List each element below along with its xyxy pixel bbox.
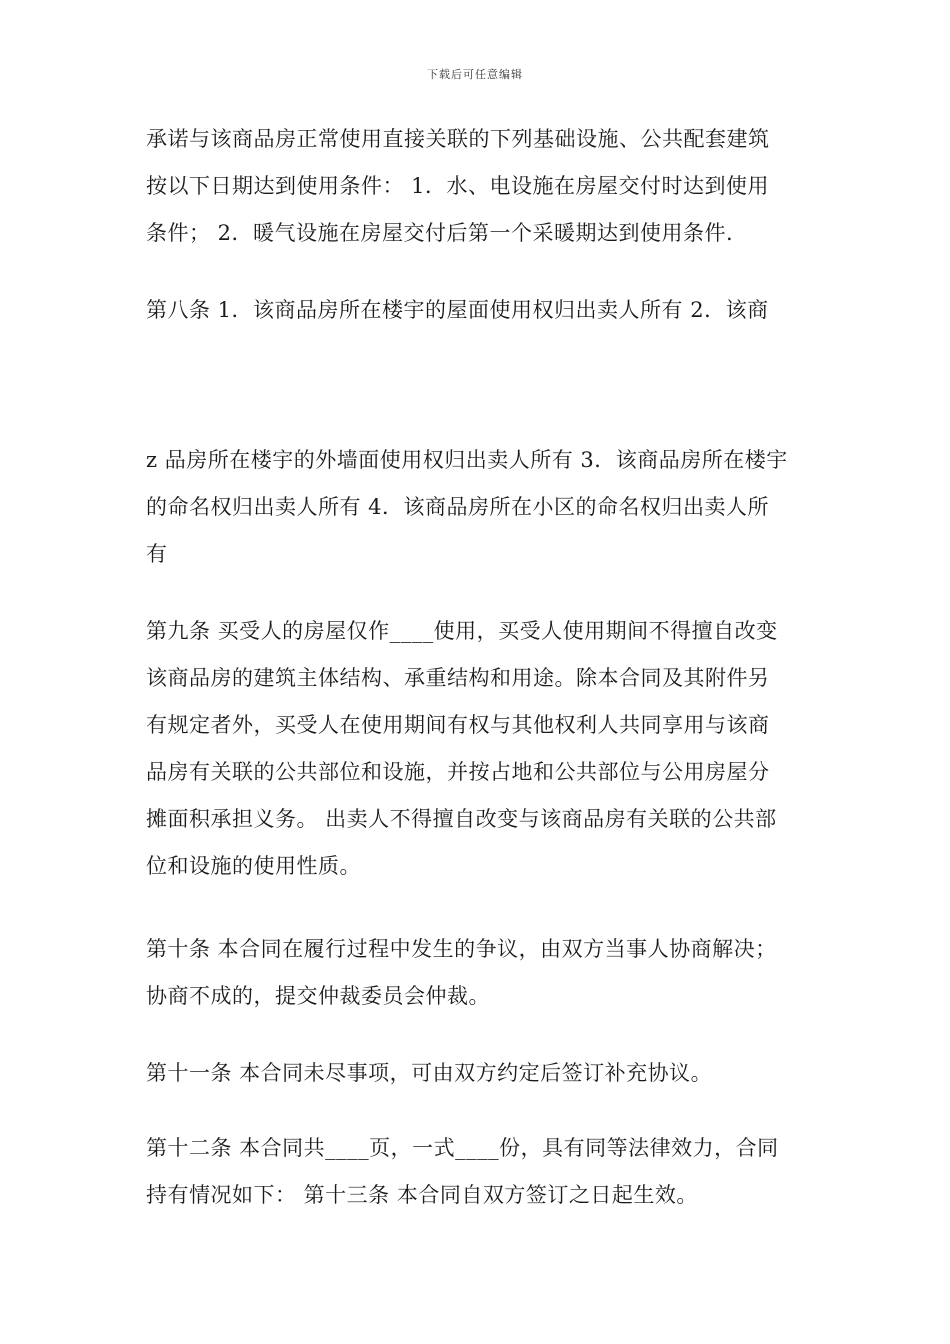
paragraph-article-10 xyxy=(146,926,810,1020)
paragraph-line: 有规定者外，买受人在使用期间有权与其他权利人共同享用与该商 xyxy=(146,713,770,737)
paragraph-line: 协商不成的，提交仲裁委员会仲裁。 xyxy=(146,984,490,1008)
paragraph-article-8 xyxy=(146,287,810,334)
paragraph-article-11 xyxy=(146,1050,810,1097)
paragraph-line: 第九条 买受人的房屋仅作____使用，买受人使用期间不得擅自改变 xyxy=(146,619,778,643)
paragraph-article-12 xyxy=(146,1125,810,1219)
paragraph-line: 承诺与该商品房正常使用直接关联的下列基础设施、公共配套建筑 xyxy=(146,127,770,151)
paragraph-line: 的命名权归出卖人所有 4．该商品房所在小区的命名权归出卖人所 xyxy=(146,495,770,519)
paragraph-infrastructure xyxy=(146,116,810,257)
paragraph-line: 摊面积承担义务。 出卖人不得擅自改变与该商品房有关联的公共部 xyxy=(146,807,777,831)
paragraph-line: 第十一条 本合同未尽事项，可由双方约定后签订补充协议。 xyxy=(146,1061,713,1085)
paragraph-line: 持有情况如下： 第十三条 本合同自双方签订之日起生效。 xyxy=(146,1183,698,1207)
paragraph-article-9 xyxy=(146,608,810,890)
paragraph-line: 有 xyxy=(146,542,168,566)
paragraph-line: 按以下日期达到使用条件： 1．水、电设施在房屋交付时达到使用 xyxy=(146,174,770,198)
paragraph-line: 条件； 2．暖气设施在房屋交付后第一个采暖期达到使用条件. xyxy=(146,221,734,245)
paragraph-line: 该商品房的建筑主体结构、承重结构和用途。除本合同及其附件另 xyxy=(146,666,770,690)
paragraph-line: 第八条 1．该商品房所在楼宇的屋面使用权归出卖人所有 2．该商 xyxy=(146,298,769,322)
paragraph-line: 第十条 本合同在履行过程中发生的争议，由双方当事人协商解决； xyxy=(146,937,777,961)
header-note: 下载后可任意编辑 xyxy=(427,68,523,81)
paragraph-line: 位和设施的使用性质。 xyxy=(146,854,361,878)
paragraph-article-8-continued xyxy=(146,437,810,578)
paragraph-line: 第十二条 本合同共____页，一式____份，具有同等法律效力，合同 xyxy=(146,1136,779,1160)
paragraph-line: z 品房所在楼宇的外墙面使用权归出卖人所有 3．该商品房所在楼宇 xyxy=(146,448,788,472)
paragraph-line: 品房有关联的公共部位和设施，并按占地和公共部位与公用房屋分 xyxy=(146,760,770,784)
